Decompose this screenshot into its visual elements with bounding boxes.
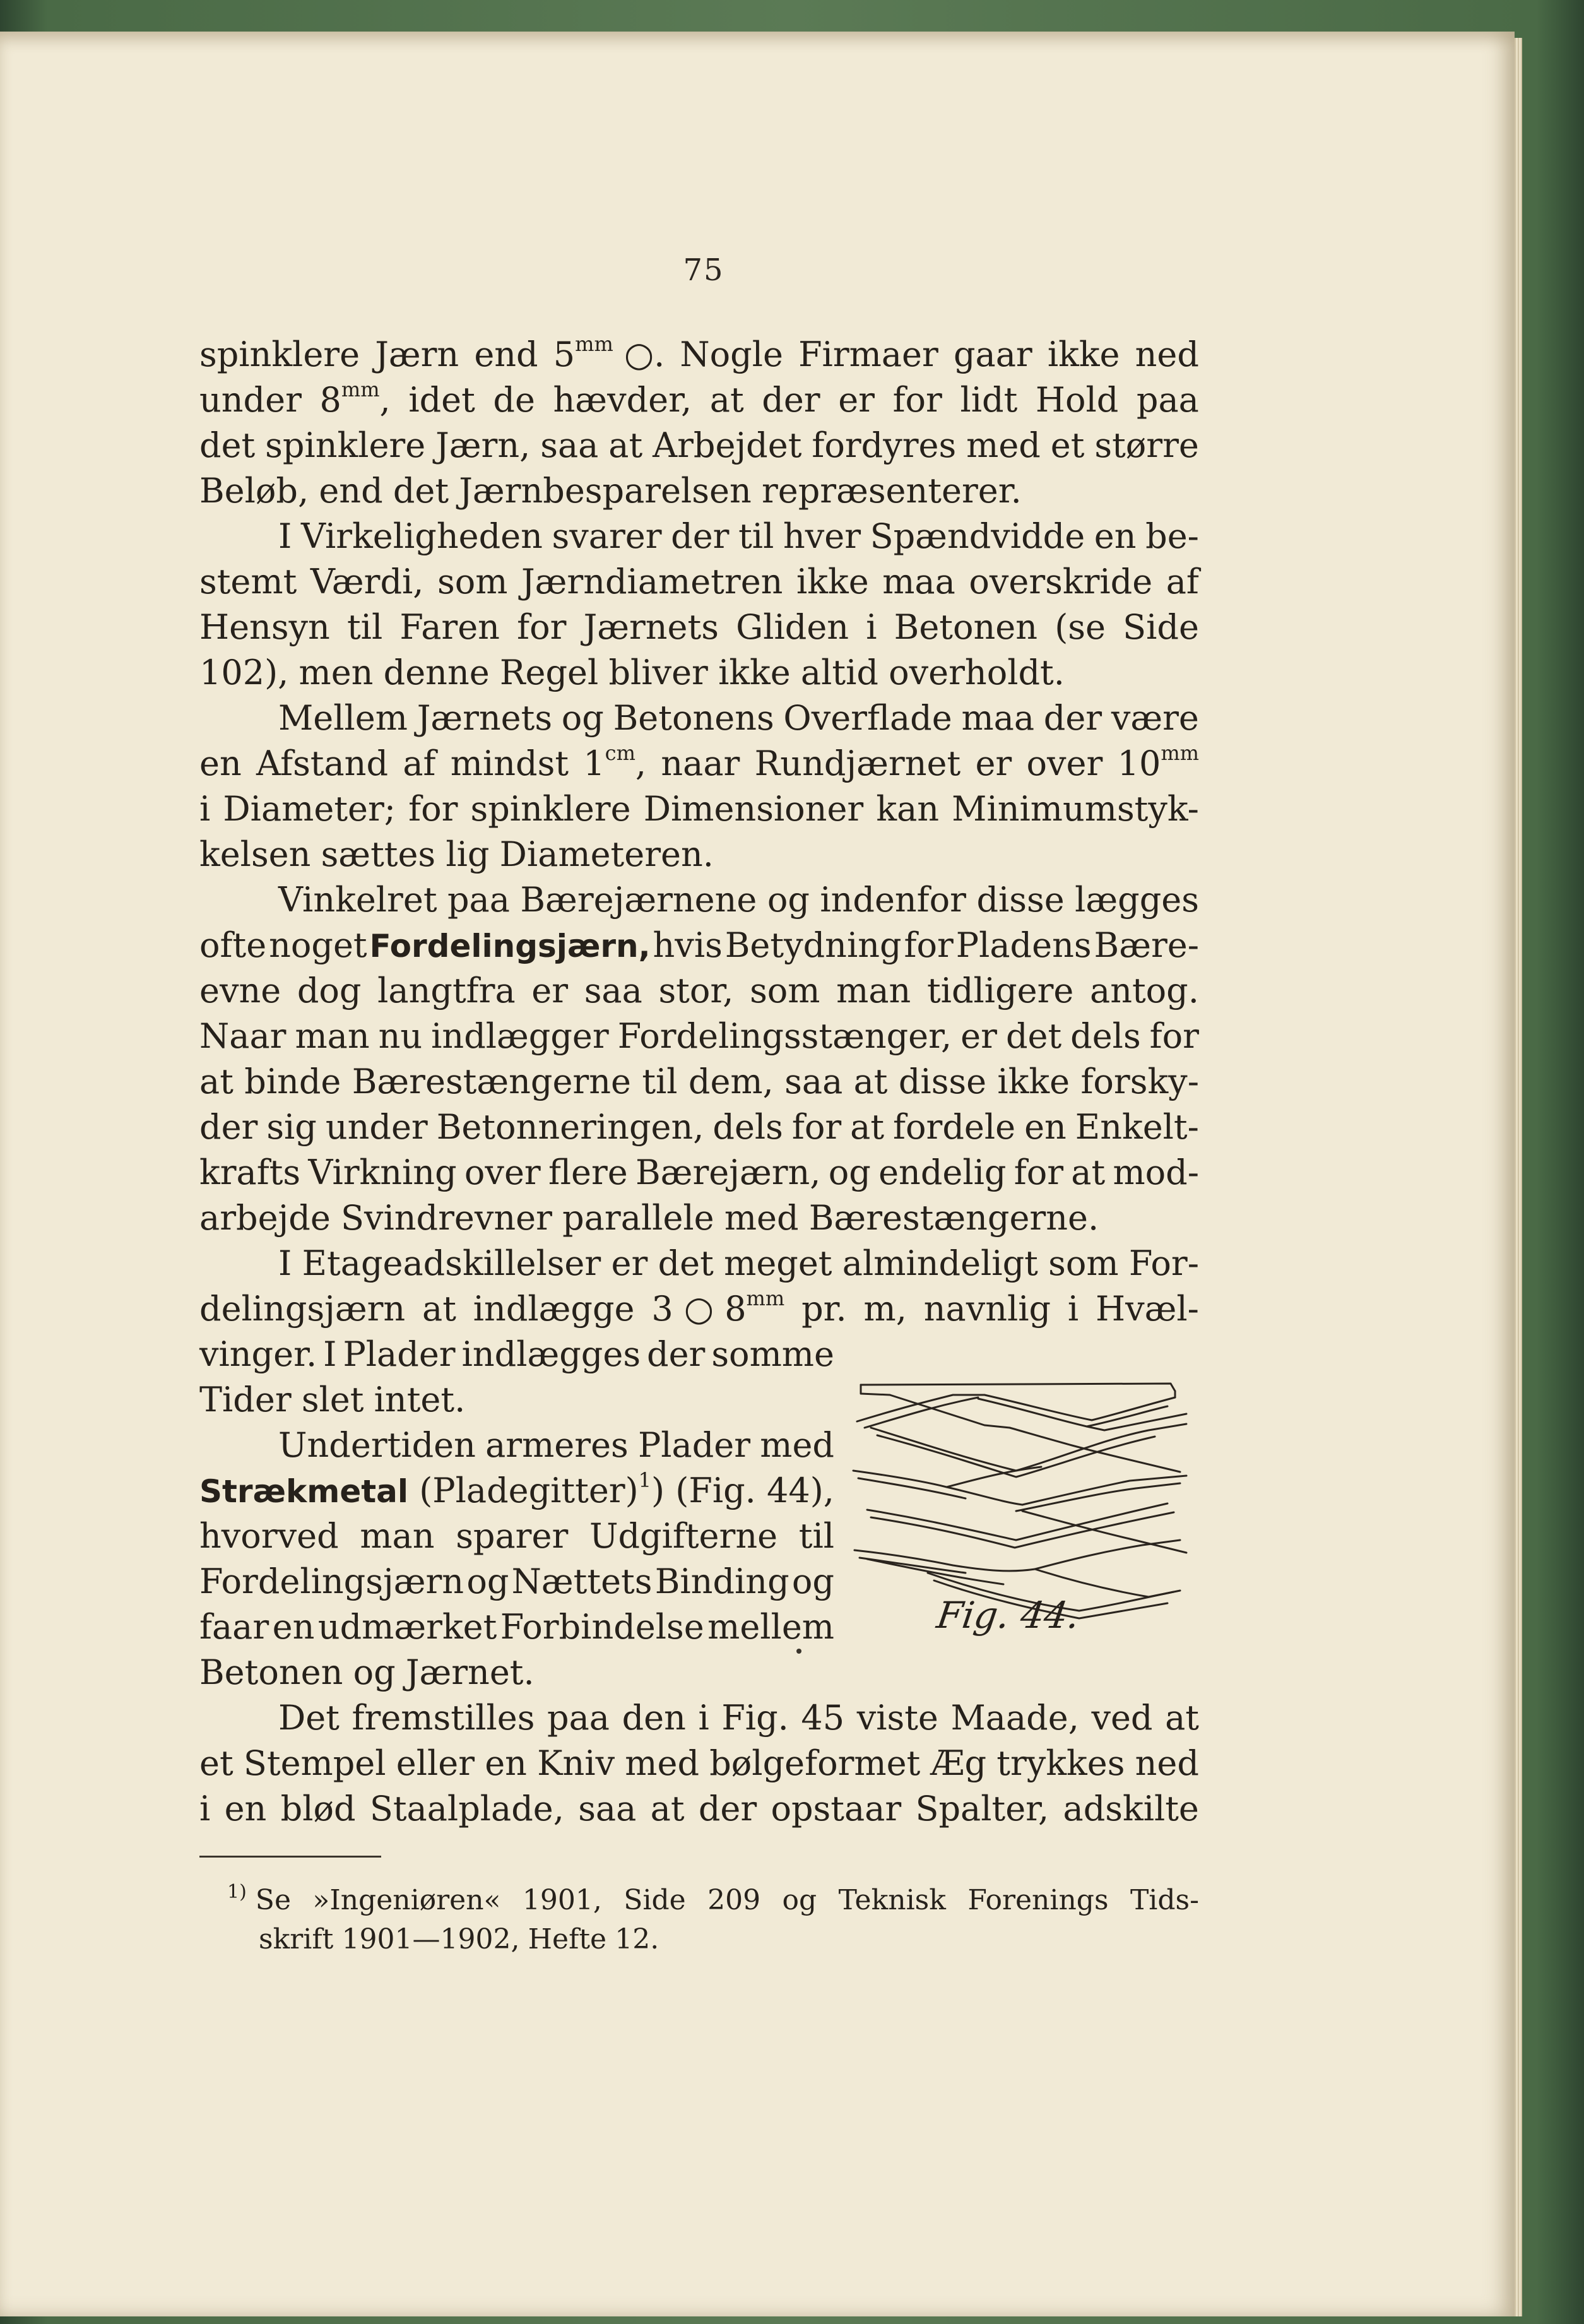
text-line: ofte noget Fordelingsjærn, hvis Betydning for Pladens Bære- [199,925,1199,965]
text-line: kelsen sættes lig Diameteren. [199,834,714,874]
text-line: under $8^{mm}$, idet de hævder, at der er for lidt Hold paa [199,377,1199,420]
text-line: Betonen og Jærnet. [199,1652,535,1692]
text-line: evne dog langtfra er saa stor, som man tidligere antog. [199,971,1199,1011]
text-line: 102), men denne Regel bliver ikke altid overholdt. [199,653,1065,692]
text-line: stemt Værdi, som Jærndiametren ikke maa overskride af [199,562,1199,602]
footnote [227,1881,1199,1962]
text-line: Hensyn til Faren for Jærnets Gliden i Betonen (se Side [199,607,1199,647]
text-line: et Stempel eller en Kniv med bølgeformet Æg trykkes ned [199,1743,1199,1783]
footnote-line: skrift 1901—1902, Hefte 12. [259,1923,659,1955]
text-line: det spinklere Jærn, saa at Arbejdet fordyres med et større [199,425,1199,465]
ink-speck [796,1649,801,1654]
text-line: at binde Bærestængerne til dem, saa at disse ikke forsky- [199,1062,1199,1101]
text-line: Undertiden armeres Plader med [278,1425,834,1465]
text-line: Tider slet intet. [199,1380,466,1420]
text-line: hvorved man sparer Udgifterne til [199,1516,834,1556]
text-line: i en blød Staalplade, saa at der opstaar Spalter, adskilte [199,1789,1199,1829]
bold-term: Strækmetal [199,1473,409,1510]
text-line: I Etageadskillelser er det meget almindeligt som For- [278,1243,1199,1283]
text-line: krafts Virkning over flere Bærejærn, og endelig for at mod- [199,1153,1199,1192]
text-line: spinklere Jærn end $5^{mm}$ ○. Nogle Firmaer gaar ikke ned [199,332,1199,374]
text-line: I Virkeligheden svarer der til hver Spændvidde en be- [278,516,1199,556]
text-line: Naar man nu indlægger Fordelingsstænger, er det dels for [199,1016,1199,1056]
figure-caption: Fig. 44. [934,1594,1082,1637]
text-line: Vinkelret paa Bærejærnene og indenfor disse lægges [278,880,1199,920]
text-line: vinger. I Plader indlægges der somme [199,1334,834,1374]
text-line: faar en udmærket Forbindelse mellem [199,1607,834,1647]
bold-term: Fordelingsjærn, [369,928,651,964]
page-number: 75 [683,252,724,288]
footnote-line: $^{1)}$ Se »Ingeniøren« 1901, Side 209 og Teknisk Forenings Tids- [227,1881,1199,1916]
text-line: Strækmetal (Pladegitter)$^1$) (Fig. 44), [199,1468,834,1510]
text-line: Fordelingsjærn og Nættets Binding og [199,1562,834,1601]
text-line: delingsjærn at indlægge 3 ○ $8^{mm}$ pr. m, navnlig i Hvæl- [199,1286,1199,1329]
text-line: en Afstand af mindst $1^{cm}$, naar Rundjærnet er over $10^{mm}$ [199,741,1199,783]
text-line: Mellem Jærnets og Betonens Overflade maa der være [278,698,1199,738]
footnote-mark: 1) [227,1881,247,1903]
text-line: i Diameter; for spinklere Dimensioner kan Minimumstyk- [199,789,1199,829]
text-line: der sig under Betonneringen, dels for at fordele en Enkelt- [199,1107,1199,1147]
footnote-rule [199,1856,381,1858]
text-line: Beløb, end det Jærnbesparelsen repræsenterer. [199,471,1022,511]
text-line: Det fremstilles paa den i Fig. 45 viste Maade, ved at [278,1698,1199,1738]
text-line: arbejde Svindrevner parallele med Bærestængerne. [199,1198,1099,1238]
